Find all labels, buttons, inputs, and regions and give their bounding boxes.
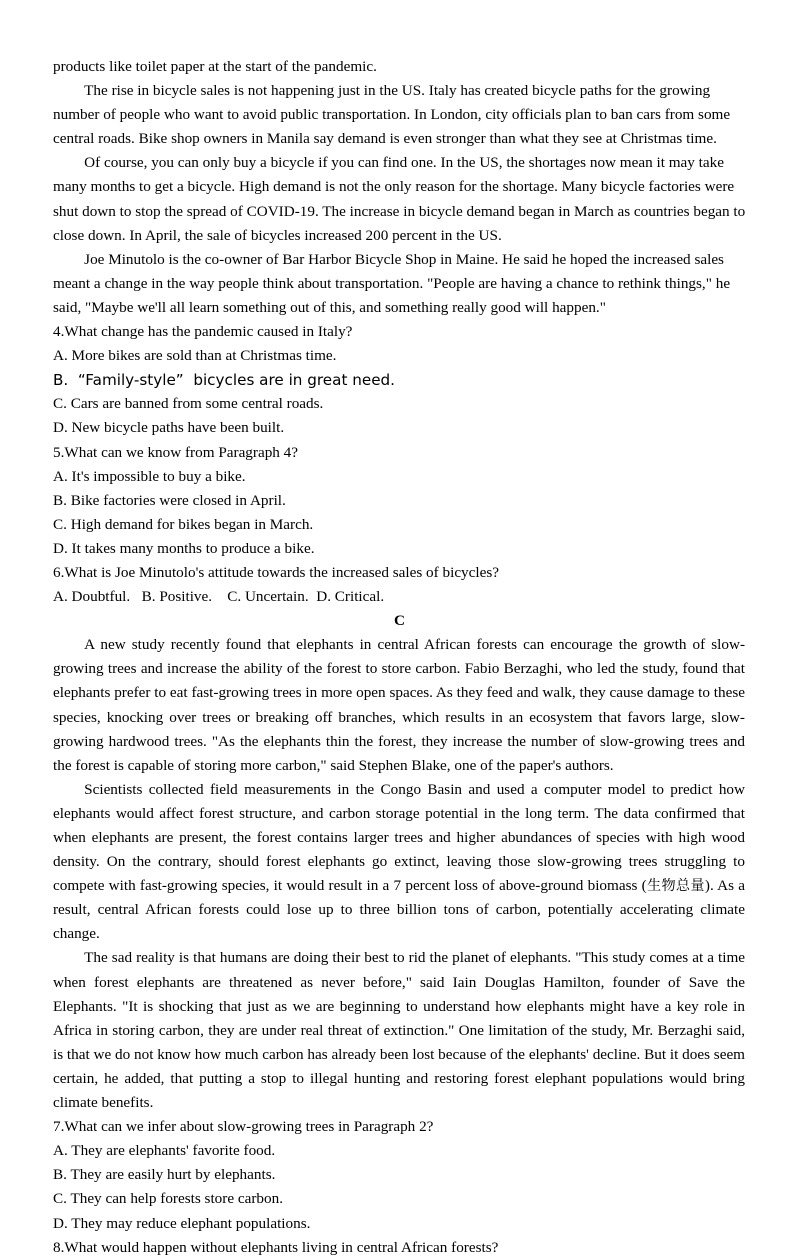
- paragraph-scientists-text-after: ). As a result, central African forests could lose up to three billion tons of carbon, potentially accelerating climate change.: [53, 877, 745, 943]
- questions-group-c: [53, 1115, 745, 1260]
- paragraph-toilet-paper: products like toilet paper at the start of the pandemic.: [53, 58, 377, 75]
- question-4-option-b[interactable]: B. “Family-style” bicycles are in great need.: [53, 371, 396, 390]
- paragraph-joe-minutolo: Joe Minutolo is the co-owner of Bar Harbor Bicycle Shop in Maine. He said he hoped the increased sales meant a change in the way people think about transportation. "People are having a chance to rethink things," he said, "Maybe we'll all learn something out of this, and something really good will happen.": [53, 250, 731, 316]
- paragraph-sad-reality: The sad reality is that humans are doing their best to rid the planet of elephants. "This study comes at a time when forest elephants are threatened as never before," said Iain Douglas Hamilton, founder of Save the Elephants. "It is shocking that just as we are beginning to understand how elephants might have a key role in Africa in storing carbon, they are under real threat of extinction." One limitation of the study, Mr. Berzaghi said, is that we do not know how much carbon has already been lost because of the elephants' decline. But it does seem certain, he added, that putting a stop to illegal hunting and restoring forest elephant populations would bring climate benefits.: [53, 949, 745, 1112]
- paragraph-scientists-collected: [53, 778, 745, 947]
- paragraph-of-course: Of course, you can only buy a bicycle if you can find one. In the US, the shortages now mean it may take many months to get a bicycle. High demand is not the only reason for the shortage. Many bicycle factories were shut down to stop the spread of COVID-19. The increase in bicycle demand began in March as countries began to close down. In April, the sale of bicycles increased 200 percent in the US.: [53, 154, 746, 244]
- question-7-option-c[interactable]: C. They can help forests store carbon.: [53, 1190, 283, 1208]
- question-6-stem: 6.What is Joe Minutolo's attitude towards the increased sales of bicycles?: [53, 563, 500, 581]
- question-4-option-d[interactable]: D. New bicycle paths have been built.: [53, 419, 285, 437]
- biomass-chinese-gloss: 生物总量: [646, 878, 705, 895]
- passage-b-continued: [53, 55, 746, 320]
- question-7-option-d[interactable]: D. They may reduce elephant populations.: [53, 1214, 311, 1232]
- question-4-option-a[interactable]: A. More bikes are sold than at Christmas time.: [53, 347, 337, 365]
- question-5-option-a[interactable]: A. It's impossible to buy a bike.: [53, 467, 246, 485]
- passage-c-heading: C: [394, 612, 405, 630]
- question-6-options-inline[interactable]: A. Doubtful. B. Positive. C. Uncertain. D. Critical.: [53, 588, 385, 606]
- question-5-option-b[interactable]: B. Bike factories were closed in April.: [53, 491, 286, 509]
- paragraph-new-study: A new study recently found that elephants in central African forests can encourage the growth of slow-growing trees and increase the ability of the forest to store carbon. Fabio Berzaghi, who led the study, found that elephants prefer to eat fast-growing trees in more open spaces. As they feed and walk, they cause damage to these species, knocking over trees or breaking off branches, which results in an ecosystem that favors large, slow-growing hardwood trees. "As the elephants thin the forest, they increase the number of slow-growing trees and the forest is capable of storing more carbon," said Stephen Blake, one of the paper's authors.: [53, 636, 745, 774]
- question-7-stem: 7.What can we infer about slow-growing trees in Paragraph 2?: [53, 1118, 434, 1136]
- question-5-option-c[interactable]: C. High demand for bikes began in March.: [53, 515, 314, 533]
- question-4-option-c[interactable]: C. Cars are banned from some central roads.: [53, 395, 324, 413]
- passage-c-body: [53, 633, 745, 1115]
- question-5-option-d[interactable]: D. It takes many months to produce a bike.: [53, 539, 315, 557]
- question-8-stem: 8.What would happen without elephants living in central African forests?: [53, 1238, 499, 1256]
- question-5-stem: 5.What can we know from Paragraph 4?: [53, 443, 299, 461]
- paragraph-rise-bicycle-sales: The rise in bicycle sales is not happening just in the US. Italy has created bicycle paths for the growing number of people who want to avoid public transportation. In London, city officials plan to ban cars from some central roads. Bike shop owners in Manila say demand is even stronger than what they see at Christmas time.: [53, 82, 731, 148]
- question-7-option-b[interactable]: B. They are easily hurt by elephants.: [53, 1166, 276, 1184]
- questions-group-b: [53, 320, 745, 609]
- question-4-stem: 4.What change has the pandemic caused in Italy?: [53, 323, 353, 341]
- question-7-option-a[interactable]: A. They are elephants' favorite food.: [53, 1142, 276, 1160]
- paragraph-scientists-text-before: Scientists collected field measurements in the Congo Basin and used a computer model to predict how elephants would affect forest structure, and carbon storage potential in the long term. The data confirmed that when elephants are present, the forest contains larger trees and higher abundances of species with high wood density. On the contrary, should forest elephants go extinct, leaving those slow-growing trees struggling to compete with fast-growing species, it would result in a 7 percent loss of above-ground biomass (: [53, 780, 745, 895]
